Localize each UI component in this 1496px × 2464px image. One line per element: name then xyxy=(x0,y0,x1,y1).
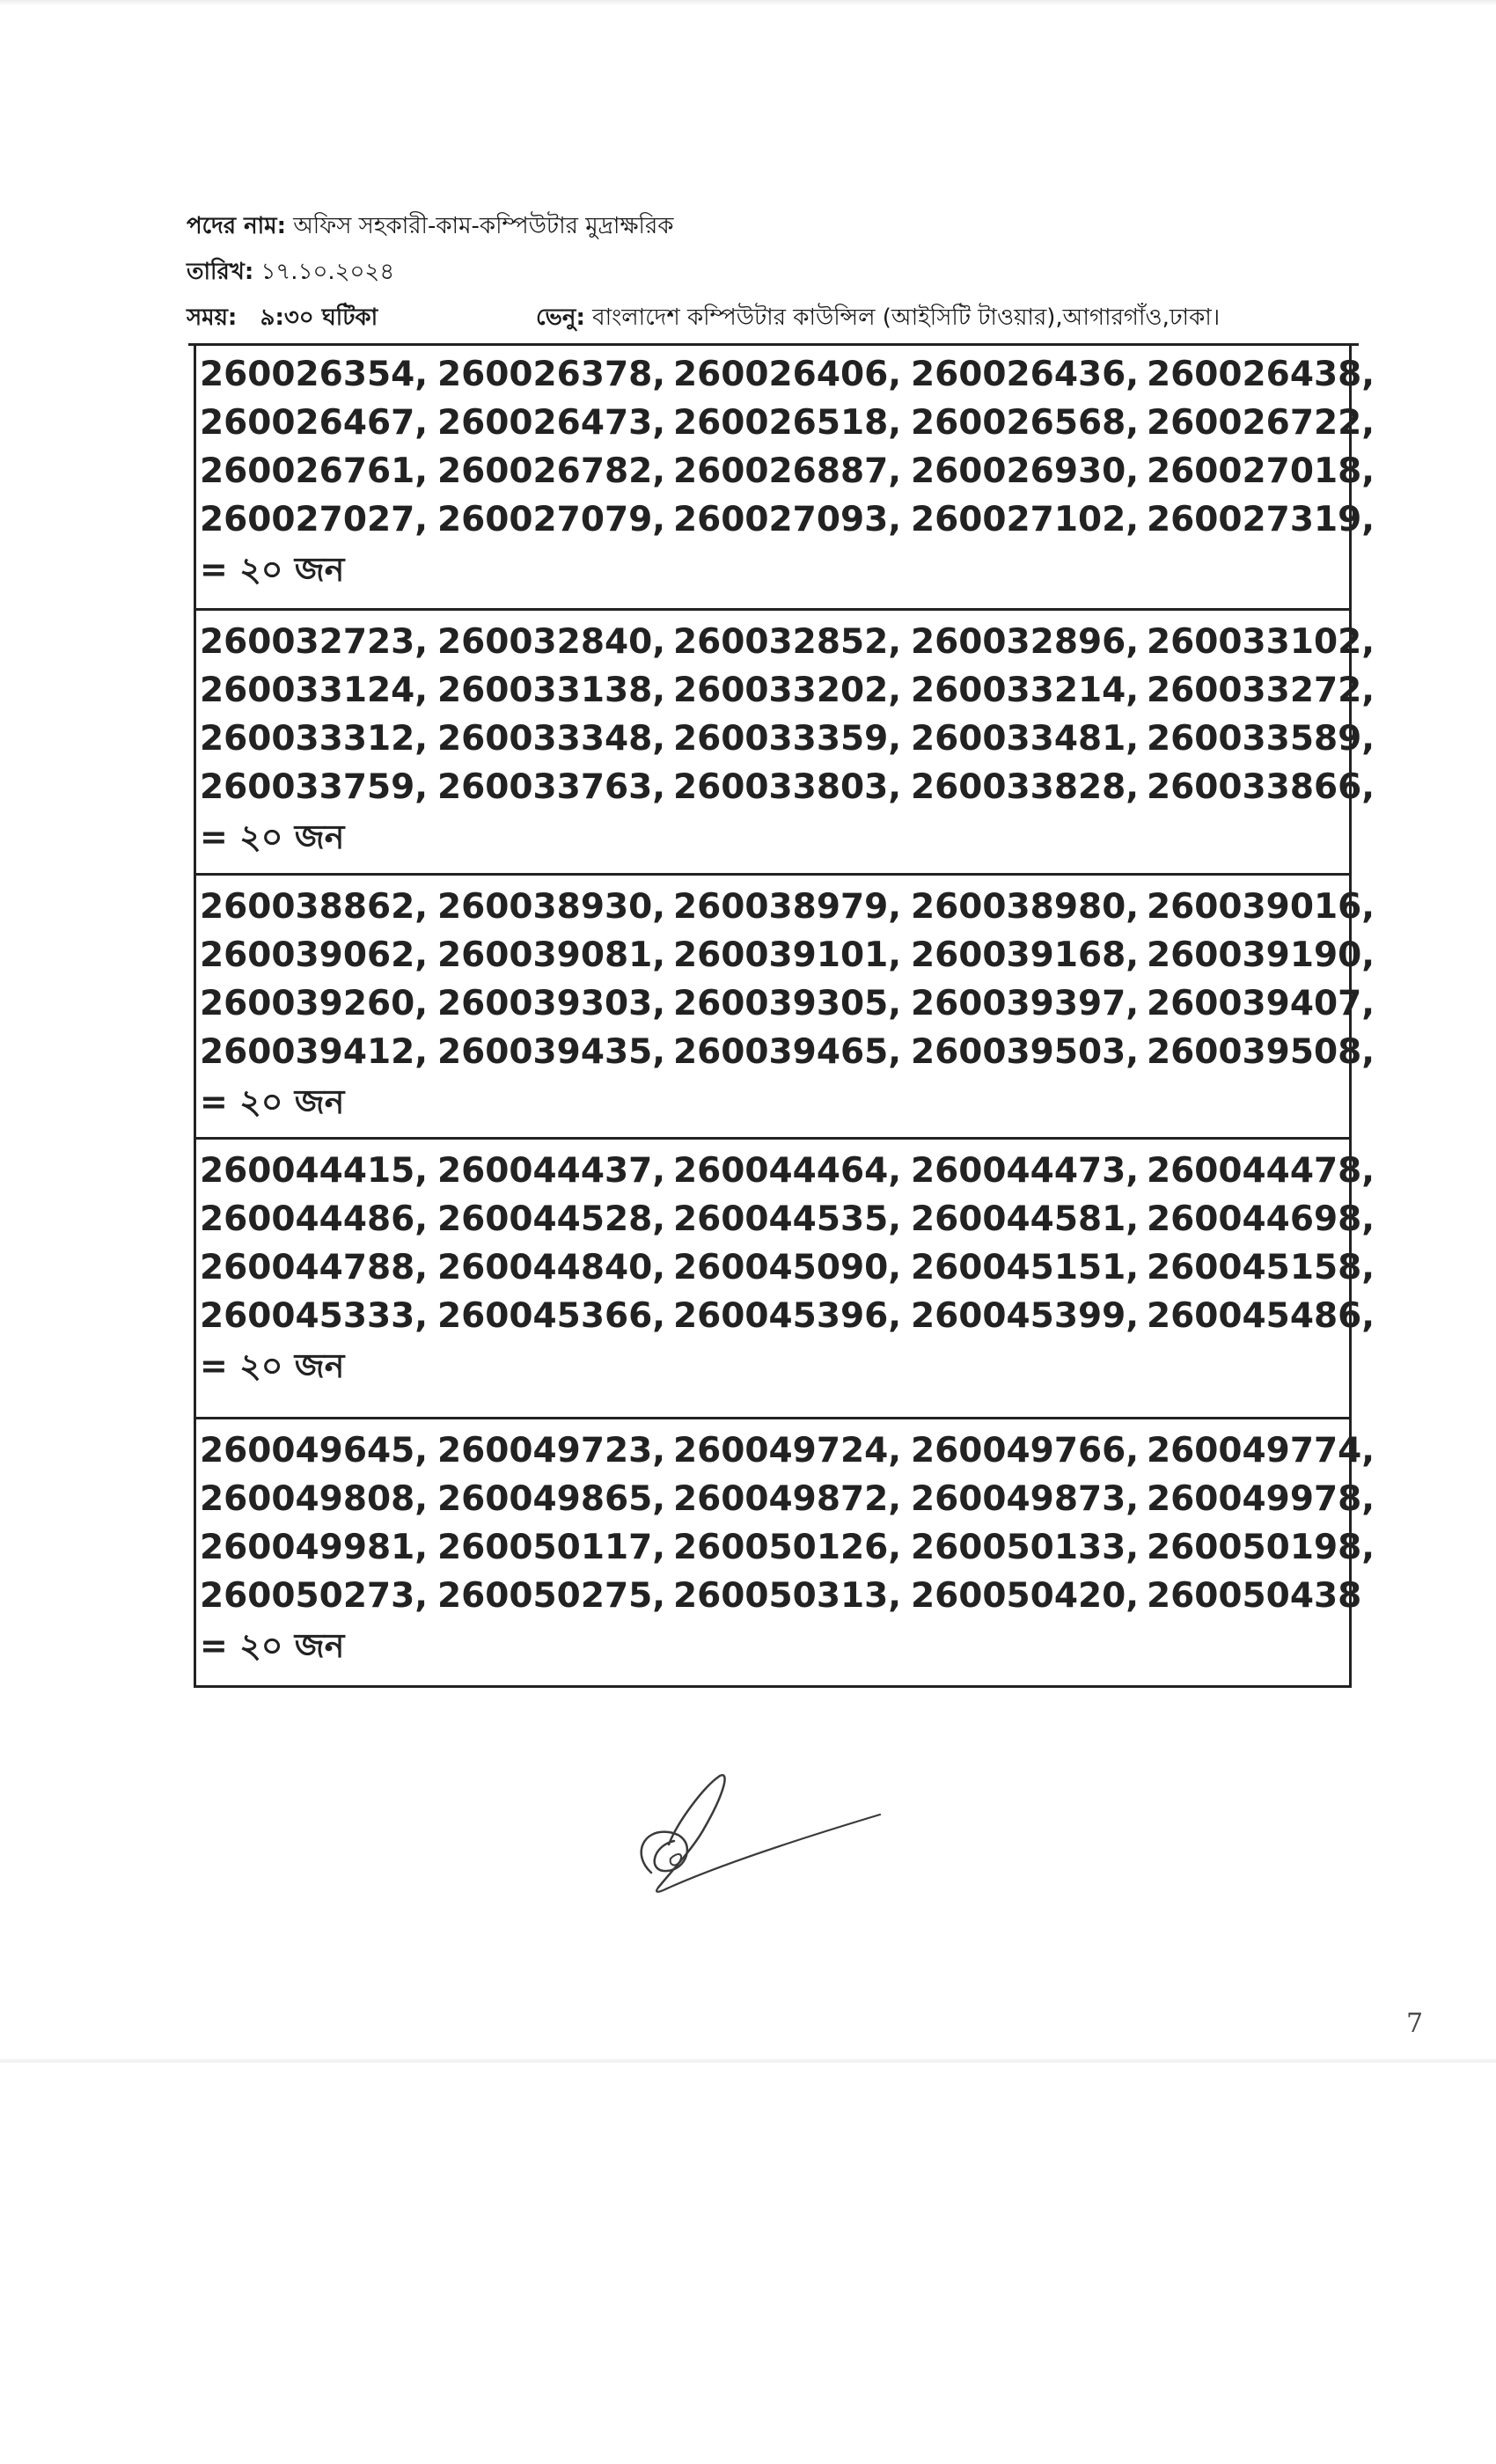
roll-number: 260039062, xyxy=(200,935,429,975)
roll-number: 260044486, xyxy=(200,1199,429,1239)
roll-number: 260050275, xyxy=(437,1576,666,1616)
roll-number: 260033214, xyxy=(911,671,1140,710)
roll-number: 260049873, xyxy=(911,1479,1140,1519)
roll-number: 260026406, xyxy=(673,355,902,394)
roll-number: 260050198, xyxy=(1147,1528,1375,1567)
roll-block xyxy=(196,1419,1375,1688)
roll-number: 260038979, xyxy=(673,887,902,927)
roll-number: 260039190, xyxy=(1147,935,1375,975)
post-name-line xyxy=(187,211,673,241)
roll-number: 260039407, xyxy=(1147,984,1375,1023)
roll-number: 260026722, xyxy=(1147,403,1375,443)
roll-number: 260033138, xyxy=(437,671,666,710)
roll-number: 260039508, xyxy=(1147,1032,1375,1072)
roll-number: 260049774, xyxy=(1147,1431,1375,1470)
roll-number: 260033803, xyxy=(673,767,902,807)
roll-number: 260044437, xyxy=(437,1151,666,1191)
roll-number: 260045333, xyxy=(200,1296,429,1336)
roll-number: 260039412, xyxy=(200,1032,429,1072)
roll-number: 260045486, xyxy=(1147,1296,1375,1336)
roll-number: 260027079, xyxy=(437,500,666,539)
roll-block xyxy=(196,343,1375,611)
roll-number: 260044840, xyxy=(437,1248,666,1287)
roll-number: 260033763, xyxy=(437,767,666,807)
roll-number: 260033312, xyxy=(200,719,429,759)
roll-grid xyxy=(200,1426,1375,1620)
roll-number: 260026782, xyxy=(437,451,666,491)
roll-number: 260049872, xyxy=(673,1479,902,1519)
roll-number: 260044528, xyxy=(437,1199,666,1239)
roll-number: 260044788, xyxy=(200,1248,429,1287)
roll-number: 260033866, xyxy=(1147,767,1375,807)
scan-edge-bottom xyxy=(0,2059,1496,2063)
roll-number: 260050133, xyxy=(911,1528,1140,1567)
roll-number: 260033202, xyxy=(673,671,902,710)
roll-number: 260027102, xyxy=(911,500,1140,539)
roll-number: 260033272, xyxy=(1147,671,1375,710)
roll-number: 260033102, xyxy=(1147,622,1375,662)
block-total: = ২০ জন xyxy=(200,818,345,856)
roll-number: 260039016, xyxy=(1147,887,1375,927)
roll-number: 260049978, xyxy=(1147,1479,1375,1519)
date-label: তারিখ: xyxy=(187,259,254,285)
time-line xyxy=(187,303,378,333)
roll-number: 260026438, xyxy=(1147,355,1375,394)
roll-number: 260045396, xyxy=(673,1296,902,1336)
roll-number: 260026436, xyxy=(911,355,1140,394)
roll-number: 260049645, xyxy=(200,1431,429,1470)
roll-number: 260050117, xyxy=(437,1528,666,1567)
roll-number: 260044698, xyxy=(1147,1199,1375,1239)
post-name-value: অফিস সহকারী-কাম-কম্পিউটার মুদ্রাক্ষরিক xyxy=(293,213,674,239)
scan-edge-top xyxy=(0,0,1496,5)
roll-number: 260050438 xyxy=(1147,1576,1362,1616)
roll-number: 260044478, xyxy=(1147,1151,1375,1191)
roll-number: 260032896, xyxy=(911,622,1140,662)
roll-grid xyxy=(200,618,1375,811)
roll-number: 260038980, xyxy=(911,887,1140,927)
roll-number: 260038862, xyxy=(200,887,429,927)
roll-number: 260049865, xyxy=(437,1479,666,1519)
roll-number: 260032852, xyxy=(673,622,902,662)
roll-number-table xyxy=(194,343,1375,1688)
roll-number: 260027093, xyxy=(673,500,902,539)
roll-number: 260033828, xyxy=(911,767,1140,807)
roll-number: 260038930, xyxy=(437,887,666,927)
roll-number: 260026467, xyxy=(200,403,429,443)
roll-number: 260049808, xyxy=(200,1479,429,1519)
roll-number: 260033124, xyxy=(200,671,429,710)
roll-number: 260032840, xyxy=(437,622,666,662)
roll-number: 260027018, xyxy=(1147,451,1375,491)
roll-number: 260045158, xyxy=(1147,1248,1375,1287)
roll-number: 260050273, xyxy=(200,1576,429,1616)
roll-number: 260027319, xyxy=(1147,500,1375,539)
roll-grid xyxy=(200,1147,1375,1340)
roll-number: 260039081, xyxy=(437,935,666,975)
roll-number: 260039303, xyxy=(437,984,666,1023)
roll-number: 260026354, xyxy=(200,355,429,394)
roll-number: 260033348, xyxy=(437,719,666,759)
roll-number: 260044464, xyxy=(673,1151,902,1191)
roll-number: 260026518, xyxy=(673,403,902,443)
roll-number: 260039503, xyxy=(911,1032,1140,1072)
roll-number: 260045399, xyxy=(911,1296,1140,1336)
roll-number: 260044473, xyxy=(911,1151,1140,1191)
date-value: ১৭.১০.২০২৪ xyxy=(260,259,395,285)
roll-number: 260050420, xyxy=(911,1576,1140,1616)
roll-number: 260049981, xyxy=(200,1528,429,1567)
block-total: = ২০ জন xyxy=(200,1626,345,1665)
venue-label: ভেনু: xyxy=(536,304,585,331)
page-number: 7 xyxy=(1406,2008,1424,2039)
roll-number: 260026930, xyxy=(911,451,1140,491)
block-total: = ২০ জন xyxy=(200,550,345,589)
roll-number: 260044415, xyxy=(200,1151,429,1191)
roll-number: 260026473, xyxy=(437,403,666,443)
roll-number: 260049723, xyxy=(437,1431,666,1470)
roll-number: 260033481, xyxy=(911,719,1140,759)
roll-number: 260049766, xyxy=(911,1431,1140,1470)
time-value: ৯:৩০ ঘটিকা xyxy=(260,304,378,331)
time-label: সময়: xyxy=(187,304,238,331)
roll-number: 260039305, xyxy=(673,984,902,1023)
roll-number: 260026887, xyxy=(673,451,902,491)
roll-number: 260044535, xyxy=(673,1199,902,1239)
roll-grid xyxy=(200,350,1375,544)
roll-number: 260039397, xyxy=(911,984,1140,1023)
venue-line xyxy=(536,303,1220,333)
roll-grid xyxy=(200,883,1375,1076)
roll-number: 260045090, xyxy=(673,1248,902,1287)
roll-number: 260045151, xyxy=(911,1248,1140,1287)
roll-number: 260050126, xyxy=(673,1528,902,1567)
roll-number: 260033589, xyxy=(1147,719,1375,759)
block-total: = ২০ জন xyxy=(200,1082,345,1121)
roll-number: 260032723, xyxy=(200,622,429,662)
roll-block xyxy=(196,1140,1375,1419)
roll-number: 260039168, xyxy=(911,935,1140,975)
roll-number: 260033359, xyxy=(673,719,902,759)
roll-number: 260044581, xyxy=(911,1199,1140,1239)
roll-number: 260039465, xyxy=(673,1032,902,1072)
signature xyxy=(616,1760,898,1910)
block-total: = ২০ জন xyxy=(200,1346,345,1385)
roll-number: 260026761, xyxy=(200,451,429,491)
roll-number: 260050313, xyxy=(673,1576,902,1616)
roll-number: 260039101, xyxy=(673,935,902,975)
roll-number: 260039260, xyxy=(200,984,429,1023)
roll-number: 260039435, xyxy=(437,1032,666,1072)
date-line xyxy=(187,257,394,287)
roll-block xyxy=(196,611,1375,876)
venue-value: বাংলাদেশ কম্পিউটার কাউন্সিল (আইসিটি টাওয়ার),আগারগাঁও,ঢাকা। xyxy=(592,304,1221,331)
post-name-label: পদের নাম: xyxy=(187,213,287,239)
roll-block xyxy=(196,876,1375,1140)
roll-number: 260033759, xyxy=(200,767,429,807)
roll-number: 260049724, xyxy=(673,1431,902,1470)
roll-number: 260026378, xyxy=(437,355,666,394)
roll-number: 260045366, xyxy=(437,1296,666,1336)
roll-number: 260027027, xyxy=(200,500,429,539)
roll-number: 260026568, xyxy=(911,403,1140,443)
